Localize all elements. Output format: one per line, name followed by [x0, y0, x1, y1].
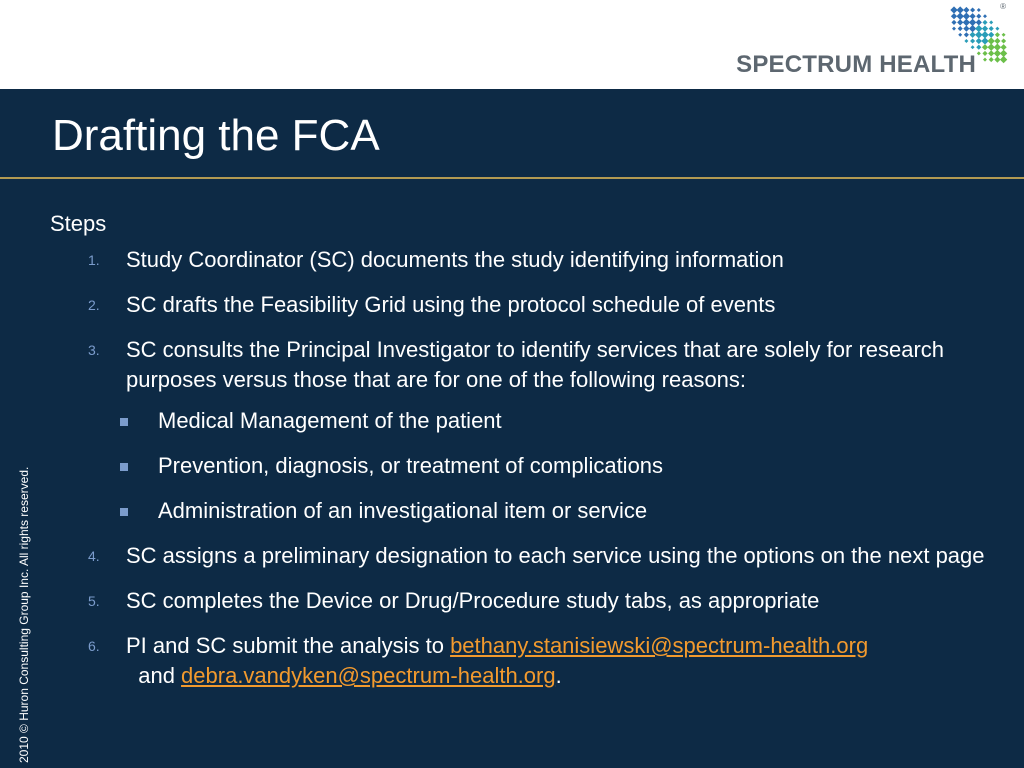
logo-dot — [963, 25, 969, 31]
steps-heading: Steps — [50, 211, 107, 236]
step-item — [48, 631, 998, 691]
logo-dot — [988, 32, 994, 38]
step-text: Study Coordinator (SC) documents the study identifying information — [126, 247, 784, 272]
reason-text: Prevention, diagnosis, or treatment of complications — [158, 453, 664, 478]
square-bullet-icon — [120, 418, 128, 426]
logo-dot — [982, 20, 987, 25]
slide-title: Drafting the FCA — [52, 111, 380, 160]
logo-dot — [983, 58, 987, 62]
step-text: SC assigns a preliminary designation to each service using the options on the next page — [126, 543, 985, 568]
logo-dot — [982, 25, 988, 31]
step-number: 3. — [88, 342, 100, 358]
logo-dot — [976, 14, 981, 19]
step-text-before: PI and SC submit the analysis to — [126, 633, 451, 658]
logo-dot — [957, 19, 963, 25]
slide-body — [48, 209, 998, 706]
step-item — [48, 541, 998, 571]
logo-dot — [989, 57, 994, 62]
logo-dot — [1000, 56, 1007, 63]
square-bullet-icon — [120, 508, 128, 516]
logo-dot — [963, 7, 969, 13]
logo-dot — [1002, 33, 1006, 37]
logo-dot — [995, 27, 999, 31]
logo-dot — [977, 51, 981, 55]
reasons-list — [48, 406, 998, 526]
step-item — [48, 335, 998, 395]
logo-dot — [1001, 38, 1006, 43]
step-number: 6. — [88, 638, 100, 654]
step-number: 1. — [88, 252, 100, 268]
step-text: SC drafts the Feasibility Grid using the protocol schedule of events — [126, 292, 776, 317]
logo-dot — [976, 45, 981, 50]
logo-dot — [976, 19, 982, 25]
logo-dot — [969, 32, 975, 38]
logo-dot — [958, 33, 962, 37]
step-item — [48, 586, 998, 616]
logo-dot — [983, 14, 987, 18]
logo-dot — [951, 20, 956, 25]
logo-dot — [994, 38, 1000, 44]
square-bullet-icon — [120, 463, 128, 471]
reason-item — [48, 496, 998, 526]
logo-wordmark: SPECTRUM HEALTH — [736, 51, 976, 78]
step-number: 4. — [88, 548, 100, 564]
logo-dot — [995, 32, 1000, 37]
copyright-notice: 2010 © Huron Consulting Group Inc. All rights reserved. — [17, 466, 31, 763]
title-divider — [0, 177, 1024, 179]
logo-dot — [970, 7, 975, 12]
reason-item — [48, 451, 998, 481]
email-link-bethany[interactable]: bethany.stanisiewski@spectrum-health.org — [450, 633, 869, 658]
step-text-after: . — [555, 663, 562, 688]
step-item — [48, 290, 998, 320]
logo-dot — [951, 13, 957, 19]
step-text: SC completes the Device or Drug/Procedure study tabs, as appropriate — [126, 588, 820, 613]
logo-dot — [952, 27, 956, 31]
logo-dot — [958, 26, 963, 31]
reason-item — [48, 406, 998, 436]
logo-dot — [994, 56, 1000, 62]
logo-dot — [976, 38, 982, 44]
logo-dot — [964, 39, 968, 43]
logo-dot — [988, 50, 994, 56]
reason-text: Medical Management of the patient — [158, 408, 502, 433]
logo-dot — [982, 51, 987, 56]
registered-mark: ® — [1000, 2, 1006, 11]
step-item — [48, 245, 998, 275]
step-number: 5. — [88, 593, 100, 609]
logo-dot — [970, 38, 975, 43]
logo-dot — [1000, 44, 1006, 50]
logo-dot — [971, 45, 975, 49]
logo-dot — [969, 13, 975, 19]
logo-dot — [977, 8, 981, 12]
header-band — [0, 0, 1024, 89]
reason-text: Administration of an investigational item or service — [158, 498, 648, 523]
logo-dot — [989, 26, 994, 31]
logo-dot — [989, 20, 993, 24]
logo-dot — [982, 44, 988, 50]
step-number: 2. — [88, 297, 100, 313]
logo-dot — [964, 32, 969, 37]
email-link-debra[interactable]: debra.vandyken@spectrum-health.org — [181, 663, 556, 688]
step-text-middle: and — [126, 663, 182, 688]
step-text: SC consults the Principal Investigator to identify services that are solely for research purposes versus those that are for one of the following reasons: — [126, 337, 945, 392]
